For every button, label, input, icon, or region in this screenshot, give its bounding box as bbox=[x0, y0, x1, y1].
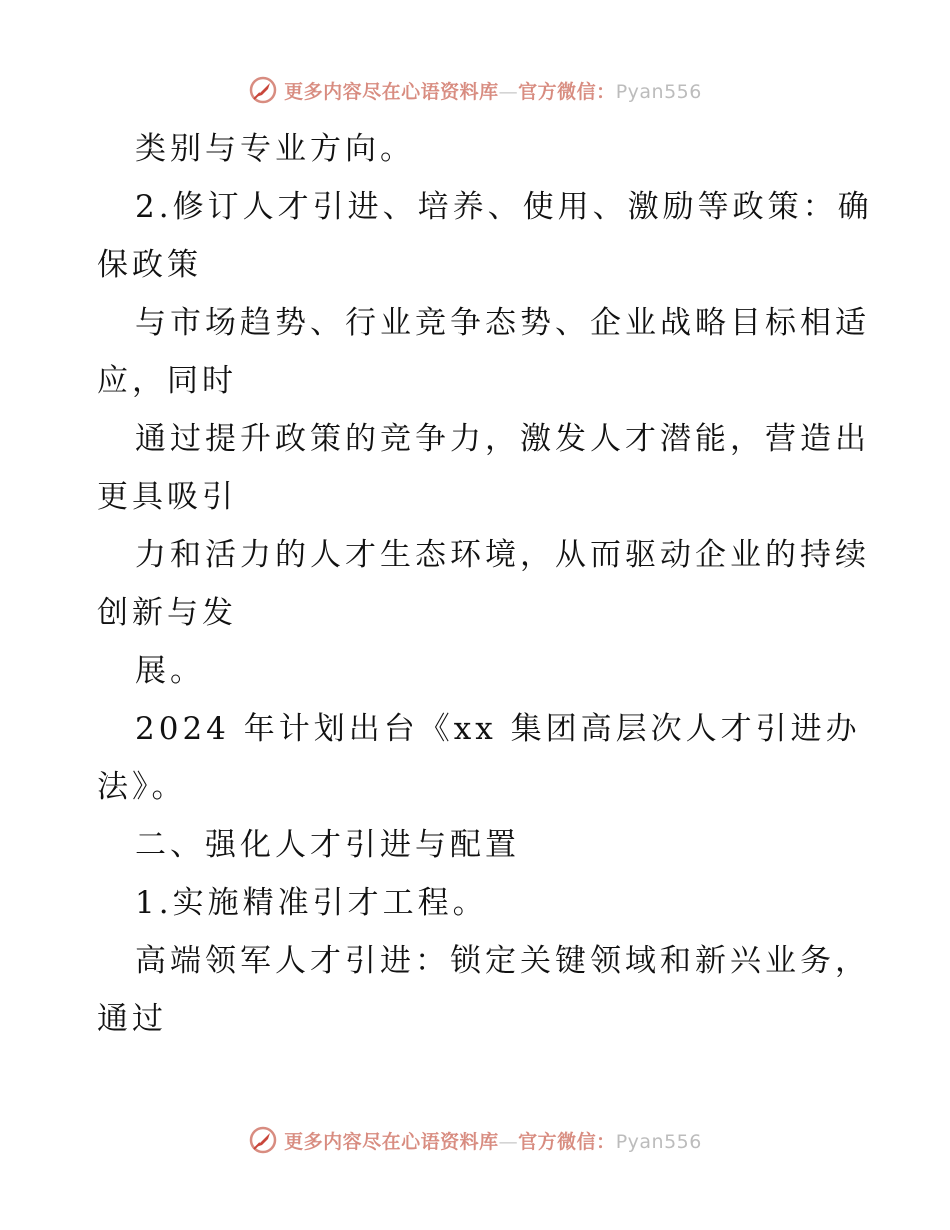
text-line: 类别与专业方向。 bbox=[135, 131, 415, 167]
header-watermark-banner bbox=[0, 70, 950, 110]
header-watermark-text: 更多内容尽在心语资料库—官方微信：Pyan556 bbox=[284, 80, 702, 103]
section-heading: 二、强化人才引进与配置 bbox=[135, 827, 520, 863]
text-line: 2024 年计划出台《xx 集团高层次人才引进办 bbox=[135, 711, 861, 747]
text-line: 力和活力的人才生态环境，从而驱动企业的持续 bbox=[135, 537, 870, 573]
text-line: 高端领军人才引进：锁定关键领域和新兴业务， bbox=[135, 943, 870, 979]
document-body bbox=[97, 120, 873, 1048]
feather-pen-circle-icon bbox=[248, 1125, 278, 1155]
footer-watermark-text: 更多内容尽在心语资料库—官方微信：Pyan556 bbox=[284, 1130, 702, 1153]
text-line: 应，同时 bbox=[97, 363, 237, 399]
text-line: 与市场趋势、行业竞争态势、企业战略目标相适 bbox=[135, 305, 870, 341]
text-line: 法》。 bbox=[97, 769, 187, 805]
text-line: 通过提升政策的竞争力，激发人才潜能，营造出 bbox=[135, 421, 870, 457]
text-line: 2.修订人才引进、培养、使用、激励等政策：确 bbox=[135, 189, 873, 225]
text-line: 创新与发 bbox=[97, 595, 237, 631]
text-line: 更具吸引 bbox=[97, 479, 237, 515]
text-line: 通过 bbox=[97, 1001, 167, 1037]
text-line: 展。 bbox=[135, 653, 205, 689]
text-line: 保政策 bbox=[97, 247, 202, 283]
text-line: 1.实施精准引才工程。 bbox=[135, 885, 488, 921]
footer-watermark-banner bbox=[0, 1120, 950, 1160]
feather-pen-circle-icon bbox=[248, 75, 278, 105]
